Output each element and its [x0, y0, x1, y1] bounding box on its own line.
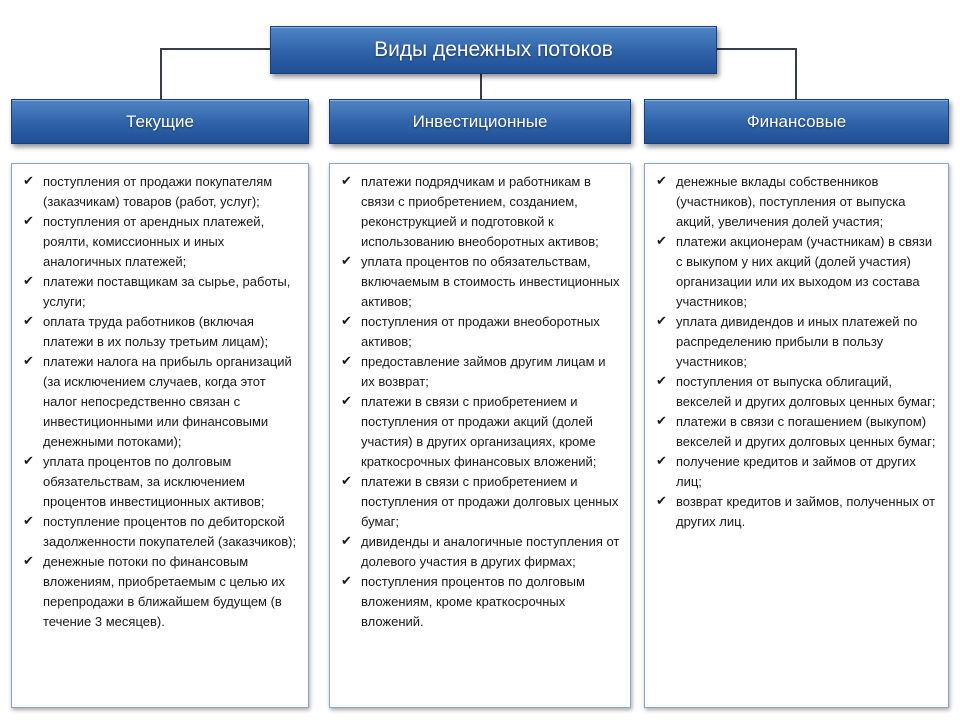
check-icon: ✔	[341, 354, 352, 369]
connector-left-vertical	[160, 48, 162, 99]
list-item-text: оплата труда работников (включая платежи в их пользу третьим лицам);	[43, 314, 269, 349]
connector-title-right	[717, 48, 797, 50]
list-item	[340, 172, 622, 252]
check-icon: ✔	[656, 174, 667, 189]
check-icon: ✔	[23, 354, 34, 369]
list-item	[655, 312, 940, 372]
list-item	[655, 172, 940, 232]
list-item	[655, 232, 940, 312]
check-icon: ✔	[341, 174, 352, 189]
check-icon: ✔	[341, 314, 352, 329]
list-item-text: уплата процентов по обязательствам, включаемым в стоимость инвестиционных активов;	[361, 254, 620, 309]
check-icon: ✔	[23, 514, 34, 529]
list-item	[340, 572, 622, 632]
list-item-text: платежи налога на прибыль организаций (за исключением случаев, когда этот налог непосредственно связан с инвестиционными или финансовыми денежными потоками);	[43, 354, 292, 449]
check-icon: ✔	[23, 554, 34, 569]
list-item	[340, 392, 622, 472]
check-icon: ✔	[23, 274, 34, 289]
list-item	[22, 212, 300, 272]
check-icon: ✔	[341, 254, 352, 269]
check-icon: ✔	[23, 454, 34, 469]
column-investment-list	[329, 163, 631, 708]
connector-title-left	[160, 48, 270, 50]
column-current-list	[11, 163, 309, 708]
list-item	[655, 452, 940, 492]
check-icon: ✔	[341, 534, 352, 549]
diagram-title: Виды денежных потоков	[270, 26, 717, 74]
list-item-text: возврат кредитов и займов, полученных от других лиц.	[676, 494, 936, 529]
list-item-text: денежные потоки по финансовым вложениям, приобретаемым с целью их перепродажи в ближайшем будущем (в течение 3 месяцев).	[43, 554, 286, 629]
list-item	[655, 372, 940, 412]
list-item-text: платежи в связи с погашением (выкупом) векселей и других долговых ценных бумаг;	[676, 414, 936, 449]
list-item	[340, 472, 622, 532]
list-item	[22, 552, 300, 632]
list-item-text: поступления процентов по долговым вложениям, кроме краткосрочных вложений.	[361, 574, 585, 629]
list-item-text: платежи поставщикам за сырье, работы, услуги;	[43, 274, 291, 309]
list-item-text: уплата дивидендов и иных платежей по распределению прибыли в пользу участников;	[676, 314, 918, 369]
check-icon: ✔	[656, 494, 667, 509]
check-icon: ✔	[656, 414, 667, 429]
column-header-financial: Финансовые	[644, 99, 949, 144]
connector-right-vertical	[795, 48, 797, 99]
connector-middle-vertical	[480, 74, 482, 99]
list-item-text: поступления от продажи покупателям (заказчикам) товаров (работ, услуг);	[43, 174, 273, 209]
list-item-text: платежи акционерам (участникам) в связи с выкупом у них акций (долей участия) организации или их выходом из состава участников;	[676, 234, 933, 309]
column-header-investment: Инвестиционные	[329, 99, 631, 144]
check-icon: ✔	[23, 174, 34, 189]
list-item	[340, 352, 622, 392]
list-item-text: предоставление займов другим лицам и их возврат;	[361, 354, 606, 389]
check-icon: ✔	[341, 474, 352, 489]
check-icon: ✔	[656, 314, 667, 329]
check-icon: ✔	[656, 374, 667, 389]
list-item-text: поступление процентов по дебиторской задолженности покупателей (заказчиков);	[43, 514, 297, 549]
list-item	[22, 172, 300, 212]
list-item	[22, 312, 300, 352]
check-icon: ✔	[341, 394, 352, 409]
check-icon: ✔	[23, 314, 34, 329]
check-icon: ✔	[23, 214, 34, 229]
list-item-text: денежные вклады собственников (участников), поступления от выпуска акций, увеличения долей участия;	[676, 174, 906, 229]
list-item	[22, 512, 300, 552]
list-item-text: дивиденды и аналогичные поступления от долевого участия в других фирмах;	[361, 534, 620, 569]
list-item-text: уплата процентов по долговым обязательствам, за исключением процентов инвестиционных активов;	[43, 454, 265, 509]
list-item-text: платежи в связи с приобретением и поступления от продажи акций (долей участия) в других организациях, кроме краткосрочных финансовых вложений;	[361, 394, 597, 469]
column-header-current: Текущие	[11, 99, 309, 144]
list-item	[22, 272, 300, 312]
list-item	[655, 412, 940, 452]
list-item-text: поступления от продажи внеоборотных активов;	[361, 314, 600, 349]
list-item-text: платежи в связи с приобретением и поступления от продажи долговых ценных бумаг;	[361, 474, 619, 529]
list-item-text: поступления от арендных платежей, роялти, комиссионных и иных аналогичных платежей;	[43, 214, 265, 269]
list-item	[655, 492, 940, 532]
check-icon: ✔	[341, 574, 352, 589]
list-item-text: поступления от выпуска облигаций, векселей и других долговых ценных бумаг;	[676, 374, 936, 409]
list-item	[340, 532, 622, 572]
check-icon: ✔	[656, 454, 667, 469]
list-item	[22, 352, 300, 452]
list-item	[340, 252, 622, 312]
check-icon: ✔	[656, 234, 667, 249]
list-item-text: получение кредитов и займов от других лиц;	[676, 454, 916, 489]
list-item	[22, 452, 300, 512]
column-financial-list	[644, 163, 949, 708]
list-item-text: платежи подрядчикам и работникам в связи с приобретением, созданием, реконструкцией и подготовкой к использованию внеоборотных активов;	[361, 174, 599, 249]
list-item	[340, 312, 622, 352]
